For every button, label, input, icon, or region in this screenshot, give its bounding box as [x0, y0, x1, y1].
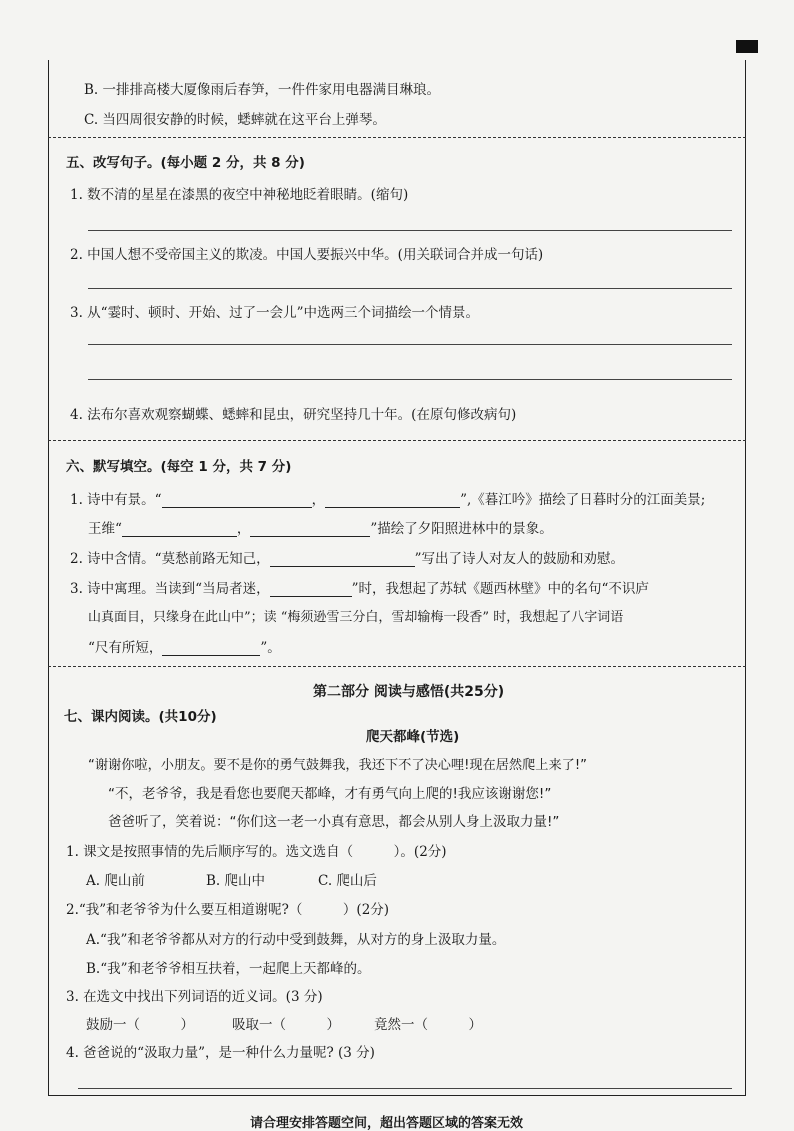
- q3-word-1: 鼓励一（ ）: [86, 1017, 194, 1033]
- section5-q3: 3. 从“霎时、顿时、开始、过了一会儿”中选两三个词描绘一个情景。: [70, 305, 479, 321]
- q1-sep2: ，: [236, 521, 251, 537]
- section-divider: [48, 137, 746, 138]
- section7-q1: 1. 课文是按照事情的先后顺序写的。选文选自（ ）。(2分): [66, 844, 447, 860]
- q3-word-2: 吸取一（ ）: [232, 1017, 340, 1033]
- passage-p1: “谢谢你啦，小朋友。要不是你的勇气鼓舞我，我还下不了决心哩!现在居然爬上来了!”: [88, 758, 587, 773]
- q1-sep: ，: [311, 492, 326, 508]
- fill-blank[interactable]: [325, 493, 460, 508]
- section-divider: [48, 666, 746, 667]
- q1-option-c: C. 爬山后: [318, 873, 377, 889]
- fill-blank[interactable]: [270, 552, 415, 567]
- q2-option-a: A.“我”和老爷爷都从对方的行动中受到鼓舞，从对方的身上汲取力量。: [86, 932, 506, 948]
- q1-text-a: 1. 诗中有景。“: [70, 492, 162, 508]
- section6-title: 六、默写填空。(每空 1 分，共 7 分): [66, 459, 292, 475]
- passage-p3: 爸爸听了，笑着说：“你们这一老一小真有意思，都会从别人身上汲取力量!”: [108, 814, 560, 830]
- q3-text-b: ”时，我想起了苏轼《题西林壁》中的名句“不识庐: [351, 581, 649, 597]
- fill-blank[interactable]: [250, 522, 370, 537]
- section5-title: 五、改写句子。(每小题 2 分，共 8 分): [66, 155, 305, 171]
- section6-q1-line1: [70, 488, 705, 508]
- answer-line[interactable]: [88, 379, 732, 380]
- q1-text-d: ”描绘了夕阳照进林中的景象。: [370, 521, 553, 537]
- section6-q3-line1: [70, 577, 649, 597]
- answer-line[interactable]: [78, 1088, 732, 1089]
- answer-line[interactable]: [88, 288, 732, 289]
- q1-text-b: ”,《暮江吟》描绘了日暮时分的江面美景;: [460, 492, 706, 508]
- q2-option-b: B.“我”和老爷爷相互扶着，一起爬上天都峰的。: [86, 961, 371, 977]
- section7-q3: 3. 在选文中找出下列词语的近义词。(3 分): [66, 989, 323, 1005]
- section7-q4: 4. 爸爸说的“汲取力量”，是一种什么力量呢? (3 分): [66, 1045, 375, 1061]
- answer-line[interactable]: [88, 344, 732, 345]
- q3-word-3: 竟然一（ ）: [374, 1017, 482, 1033]
- answer-line[interactable]: [88, 230, 732, 231]
- q1-option-a: A. 爬山前: [86, 873, 145, 889]
- q3-text-e: ”。: [260, 640, 281, 656]
- fill-blank[interactable]: [122, 522, 237, 537]
- q3-text-d: “尺有所短，: [88, 640, 163, 656]
- section7-title: 七、课内阅读。(共10分): [64, 709, 217, 725]
- q1-text-c: 王维“: [88, 521, 122, 537]
- corner-registration-mark: [736, 40, 758, 53]
- option-b: B. 一排排高楼大厦像雨后春笋，一件件家用电器满目琳琅。: [84, 82, 441, 98]
- q2-text-a: 2. 诗中含情。“莫愁前路无知己，: [70, 551, 270, 567]
- section-divider: [48, 440, 746, 441]
- section6-q2: [70, 547, 624, 567]
- section6-q1-line2: [88, 517, 553, 537]
- part2-title: 第二部分 阅读与感悟(共25分): [313, 684, 505, 700]
- passage-p2: “不，老爷爷，我是看您也要爬天都峰，才有勇气向上爬的!我应该谢谢您!”: [108, 786, 552, 802]
- q3-text-a: 3. 诗中寓理。当读到“当局者迷，: [70, 581, 270, 597]
- passage-title: 爬天都峰(节选): [366, 729, 460, 745]
- footer-note: 请合理安排答题空间，超出答题区域的答案无效: [250, 1116, 524, 1131]
- fill-blank[interactable]: [162, 641, 260, 656]
- section6-q3-line3: [88, 636, 281, 656]
- q1-option-b: B. 爬山中: [206, 873, 266, 889]
- section7-q2: 2.“我”和老爷爷为什么要互相道谢呢?（ ）(2分): [66, 902, 390, 918]
- section5-q2: 2. 中国人想不受帝国主义的欺凌。中国人要振兴中华。(用关联词合并成一句话): [70, 247, 544, 263]
- section6-q3-line2: 山真面目，只缘身在此山中”；读 “梅须逊雪三分白，雪却输梅一段香” 时，我想起了八字词语: [88, 610, 624, 625]
- fill-blank[interactable]: [270, 582, 352, 597]
- option-c: C. 当四周很安静的时候，蟋蟀就在这平台上弹琴。: [84, 112, 386, 128]
- section5-q1: 1. 数不清的星星在漆黑的夜空中神秘地眨着眼睛。(缩句): [70, 187, 409, 203]
- fill-blank[interactable]: [162, 493, 312, 508]
- q2-text-b: ”写出了诗人对友人的鼓励和劝慰。: [414, 551, 624, 567]
- section5-q4: 4. 法布尔喜欢观察蝴蝶、蟋蟀和昆虫，研究坚持几十年。(在原句修改病句): [70, 407, 517, 423]
